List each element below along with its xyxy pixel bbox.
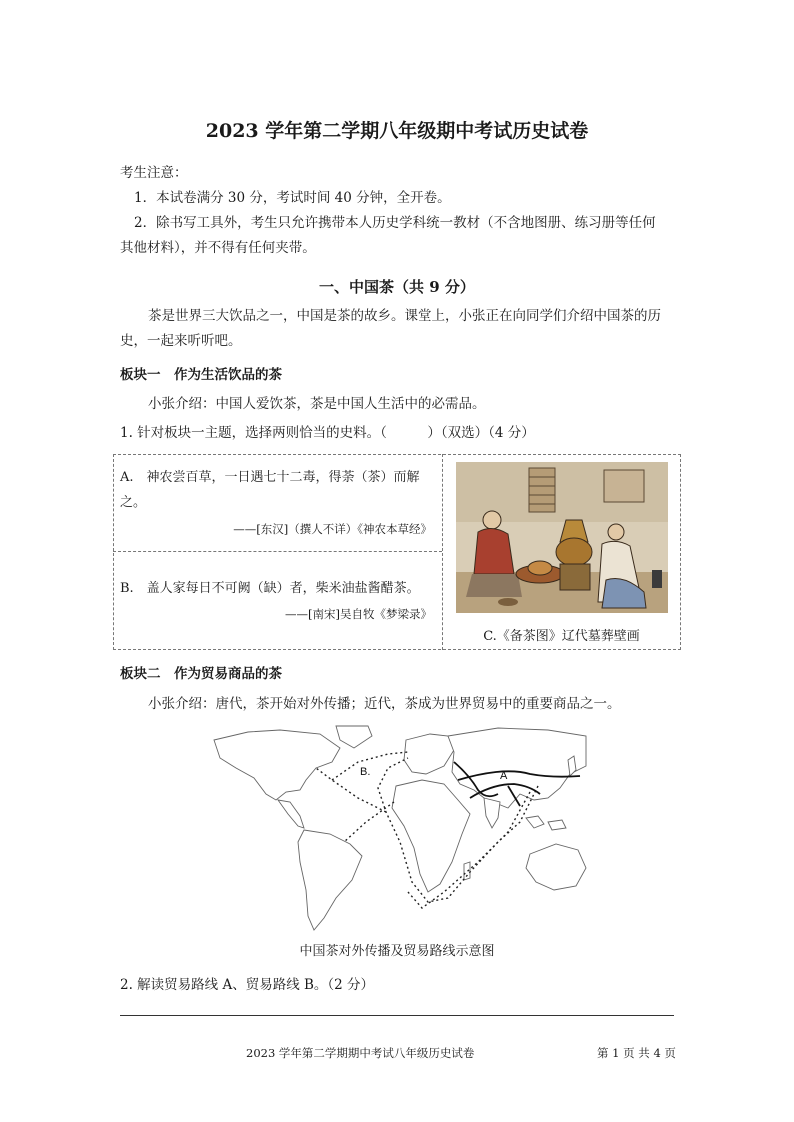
- footer-page-number: 第 1 页 共 4 页: [597, 1046, 676, 1060]
- trade-route-map: [208, 722, 588, 935]
- option-a-source: ——[东汉]（撰人不详）《神农本草经》: [233, 522, 432, 536]
- section-intro-line2: 史，一起来听听吧。: [120, 333, 242, 349]
- block2-heading: 板块二 作为贸易商品的茶: [120, 666, 282, 682]
- notice-item-2-line1: 2．除书写工具外，考生只允许携带本人历史学科统一教材（不含地图册、练习册等任何: [134, 215, 656, 231]
- table-divider-vertical: [442, 454, 443, 650]
- option-a-line2: 之。: [120, 495, 147, 510]
- option-b-source: ——[南宋]吴自牧《梦梁录》: [285, 607, 432, 621]
- block1-heading: 板块一 作为生活饮品的茶: [120, 367, 282, 383]
- route-a-label: A: [500, 770, 508, 782]
- tea-mural-image: [456, 462, 668, 613]
- question-2: 2. 解读贸易路线 A、贸易路线 B。（2 分）: [120, 977, 375, 993]
- footer-divider: [120, 1015, 674, 1016]
- section-heading: 一、中国茶（共 9 分）: [319, 278, 475, 296]
- notice-heading: 考生注意：: [120, 165, 188, 181]
- block1-intro: 小张介绍：中国人爱饮茶，茶是中国人生活中的必需品。: [148, 396, 486, 412]
- page-title: 2023 学年第二学期八年级期中考试历史试卷: [205, 120, 589, 142]
- option-b-text: B. 盖人家每日不可阙（缺）者，柴米油盐酱醋茶。: [120, 581, 420, 596]
- route-b-label: B.: [360, 766, 371, 778]
- option-c-caption: C.《备茶图》辽代墓葬壁画: [483, 629, 640, 644]
- question-1: 1. 针对板块一主题，选择两则恰当的史料。（ ）（双选）（4 分）: [120, 425, 535, 441]
- option-a-line1: A. 神农尝百草，一日遇七十二毒，得荼（茶）而解: [120, 470, 420, 485]
- table-divider-horizontal: [113, 551, 442, 552]
- map-caption: 中国茶对外传播及贸易路线示意图: [299, 944, 495, 959]
- notice-item-2-line2: 其他材料），并不得有任何夹带。: [120, 240, 316, 256]
- section-intro-line1: 茶是世界三大饮品之一，中国是茶的故乡。课堂上，小张正在向同学们介绍中国茶的历: [148, 308, 661, 324]
- notice-item-1: 1．本试卷满分 30 分，考试时间 40 分钟，全开卷。: [134, 190, 451, 206]
- block2-intro: 小张介绍：唐代，茶开始对外传播；近代，茶成为世界贸易中的重要商品之一。: [148, 696, 621, 712]
- footer-title: 2023 学年第二学期期中考试八年级历史试卷: [246, 1046, 475, 1060]
